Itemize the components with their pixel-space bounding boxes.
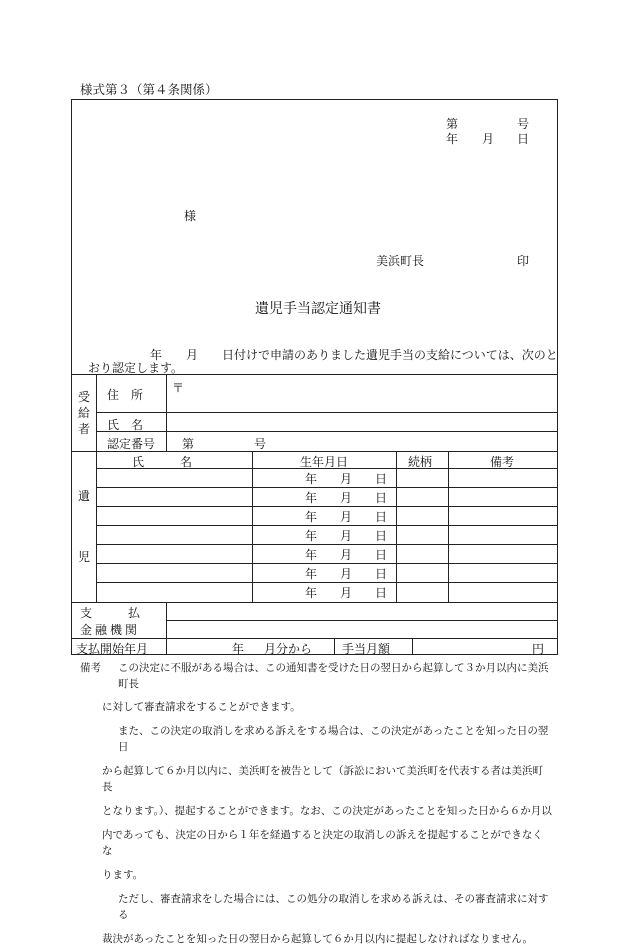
child-row-line <box>96 487 558 488</box>
monthly-amount-label: 手当月額 <box>342 642 391 656</box>
children-header-remarks: 備考 <box>490 455 515 469</box>
cert-number-label: 認定番号 <box>107 437 156 451</box>
document-title: 遺児手当認定通知書 <box>255 301 381 317</box>
children-col-divider <box>252 451 253 602</box>
notes-body: この決定に不服がある場合は、この通知書を受けた日の翌日から起算して３か月以内に美浜町長 に対して審査請求をすることができます。 また、この決定の取消しを求める訴えをする場合は、この決定があったことを知った日の翌日 から起算して６か月以内に、美浜町を被告として（訴訟において美浜町を代表する者は美浜町長 となります。）、提起することができます。なお、この決定があったことを知った日から６か月以 内であっても、決定の日から１年を経過すると決定の取消しの訴えを提起することができなくな ります。 ただし、審査請求をした場合には、この処分の取消しを求める訴えは、その審査請求に対する 裁決があったことを知った日の翌日から起算して６か月以内に提起しなければなりません。 <box>102 662 552 945</box>
children-col-divider <box>448 451 449 602</box>
number-suffix: 号 <box>517 117 530 131</box>
bank-label-divider <box>166 602 167 638</box>
children-group-divider <box>96 451 97 602</box>
form-label: 様式第３（第４条関係） <box>80 82 218 97</box>
payment-start-year: 年 <box>232 642 245 656</box>
child-birthdate-year: 年 <box>305 491 318 505</box>
child-row-line <box>96 506 558 507</box>
child-birthdate-year: 年 <box>305 472 318 486</box>
postal-mark: 〒 <box>172 381 185 395</box>
table-top-line <box>71 374 558 375</box>
children-group-label-top: 遺 <box>77 489 90 503</box>
child-row-line <box>96 582 558 583</box>
child-birthdate-month: 月 <box>340 491 353 505</box>
recipient-group-label: 受 給 者 <box>77 390 90 436</box>
start-label-divider <box>166 638 167 655</box>
cert-number-suffix: 号 <box>254 437 267 451</box>
children-bottom-line <box>71 602 558 603</box>
child-birthdate-day: 日 <box>375 529 388 543</box>
monthly-amount-unit: 円 <box>532 642 545 656</box>
child-row-line <box>96 563 558 564</box>
children-header-name: 氏 名 <box>132 455 193 469</box>
child-birthdate-month: 月 <box>340 548 353 562</box>
bank-label-line2: 金融機関 <box>80 623 141 637</box>
child-birthdate-month: 月 <box>340 510 353 524</box>
intro-text-line1: 日付けで申請のありました遺児手当の支給については、次のと <box>222 348 558 362</box>
child-birthdate-year: 年 <box>305 529 318 543</box>
payment-start-label: 支払開始年月 <box>76 642 149 656</box>
seal-mark: 印 <box>517 254 530 268</box>
child-birthdate-day: 日 <box>375 567 388 581</box>
child-birthdate-day: 日 <box>375 472 388 486</box>
child-birthdate-month: 月 <box>340 472 353 486</box>
recipient-label-divider <box>166 374 167 451</box>
address-label: 住 所 <box>107 388 144 402</box>
children-header-birthdate: 生年月日 <box>300 455 349 469</box>
child-birthdate-day: 日 <box>375 491 388 505</box>
children-group-label-bottom: 児 <box>77 550 90 564</box>
child-birthdate-day: 日 <box>375 510 388 524</box>
child-row-line <box>96 544 558 545</box>
child-birthdate-month: 月 <box>340 529 353 543</box>
bank-bottom-line <box>71 638 558 639</box>
date-year: 年 <box>446 132 459 146</box>
recipient-group-divider <box>96 374 97 451</box>
child-row-line <box>96 525 558 526</box>
child-birthdate-day: 日 <box>375 586 388 600</box>
children-header-relation: 続柄 <box>408 455 433 469</box>
payment-start-value: 月分から <box>264 642 313 656</box>
addressee-suffix: 様 <box>184 209 197 223</box>
child-birthdate-day: 日 <box>375 548 388 562</box>
intro-text-line2: おり認定します。 <box>88 361 184 375</box>
child-birthdate-year: 年 <box>305 548 318 562</box>
child-birthdate-month: 月 <box>340 567 353 581</box>
amount-label-divider <box>412 638 413 655</box>
date-month: 月 <box>482 132 495 146</box>
number-prefix: 第 <box>446 117 459 131</box>
date-day: 日 <box>517 132 530 146</box>
cert-number-prefix: 第 <box>182 437 195 451</box>
start-value-divider <box>334 638 335 655</box>
child-birthdate-year: 年 <box>305 510 318 524</box>
bank-mid-line <box>166 620 558 621</box>
intro-year: 年 <box>150 348 163 362</box>
child-birthdate-year: 年 <box>305 567 318 581</box>
name-label: 氏 名 <box>107 418 144 432</box>
bank-label-line1: 支 払 <box>80 606 141 620</box>
child-birthdate-month: 月 <box>340 586 353 600</box>
children-col-divider <box>396 451 397 602</box>
child-birthdate-year: 年 <box>305 586 318 600</box>
issuer-title: 美浜町長 <box>376 254 425 268</box>
notes-label: 備考 <box>80 662 101 674</box>
intro-month: 月 <box>186 348 199 362</box>
